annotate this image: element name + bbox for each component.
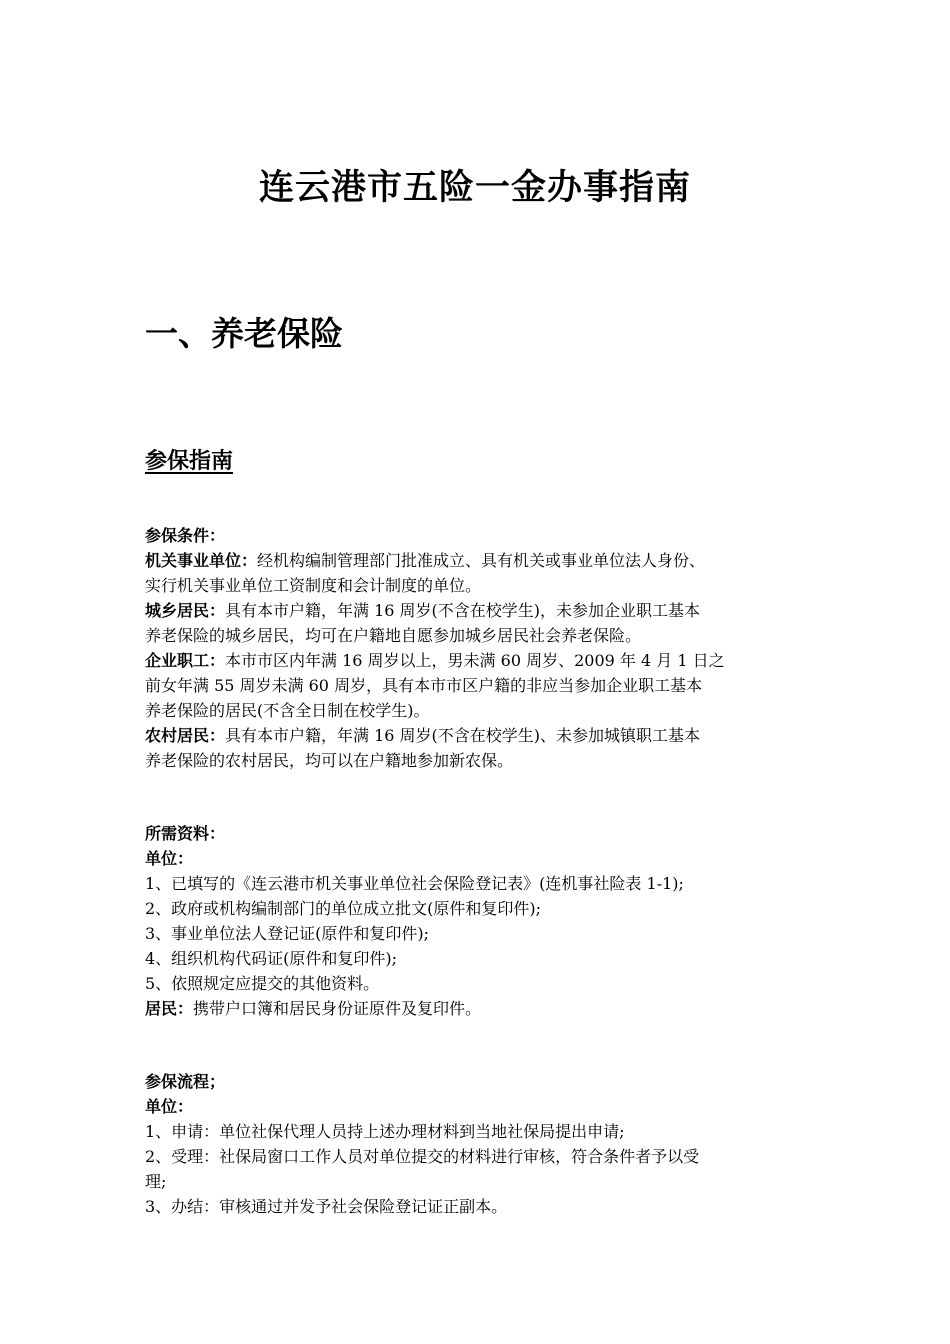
condition-item: 城乡居民：具有本市户籍，年满 16 周岁(不含在校学生)，未参加企业职工基本 [145,601,701,620]
list-item: 4、组织机构代码证(原件和复印件); [145,949,398,968]
process-heading: 参保流程； [145,1072,226,1091]
materials-unit-label: 单位： [145,849,194,868]
materials-block [145,821,835,1021]
materials-heading: 所需资料： [145,824,226,843]
resident-materials: 居民：携带户口簿和居民身份证原件及复印件。 [145,999,482,1018]
condition-item: 机关事业单位：经机构编制管理部门批准成立、具有机关或事业单位法人身份、 [145,551,706,570]
list-item: 理; [145,1172,167,1191]
subsection-heading-guide: 参保指南 [145,448,234,474]
process-block [145,1069,835,1219]
conditions-heading: 参保条件： [145,526,226,545]
document-title: 连云港市五险一金办事指南 [258,167,691,208]
list-item: 1、已填写的《连云港市机关事业单位社会保险登记表》(连机事社险表 1-1); [145,874,684,893]
section-heading-pension: 一、养老保险 [145,314,343,353]
list-item: 5、依照规定应提交的其他资料。 [145,974,380,993]
conditions-block: 参保条件： 机关事业单位：经机构编制管理部门批准成立、具有机关或事业单位法人身份、 实行机关事业单位工资制度和会计制度的单位。 城乡居民：具有本市户籍，年满 16 周岁(不含在校学生)，未参加企业职工基本 养老保险的城乡居民，均可在户籍地自愿参加城乡居民社会养老保险。 企业职工：本市市区内年满 16 周岁以上，男未满 60 周岁、2009 年 4 月 1 日之 前女年满 55 周岁未满 60 周岁，具有本市市区户籍的非应当参加企业职工基本 养老保险的居民(不含全日制在校学生)。 农村居民：具有本市户籍，年满 16 周岁(不含在校学生)、未参加城镇职工基本 养老保险的农村居民，均可以在户籍地参加新农保。 [145,523,835,773]
condition-item: 企业职工：本市市区内年满 16 周岁以上，男未满 60 周岁、2009 年 4 月 1 日之 [145,651,725,670]
process-unit-label: 单位： [145,1097,194,1116]
list-item: 1、申请：单位社保代理人员持上述办理材料到当地社保局提出申请; [145,1122,625,1141]
list-item: 3、事业单位法人登记证(原件和复印件); [145,924,430,943]
list-item: 2、政府或机构编制部门的单位成立批文(原件和复印件); [145,899,542,918]
list-item: 2、受理：社保局窗口工作人员对单位提交的材料进行审核，符合条件者予以受 [145,1147,700,1166]
list-item: 3、办结：审核通过并发予社会保险登记证正副本。 [145,1197,508,1216]
condition-item: 农村居民：具有本市户籍，年满 16 周岁(不含在校学生)、未参加城镇职工基本 [145,726,701,745]
